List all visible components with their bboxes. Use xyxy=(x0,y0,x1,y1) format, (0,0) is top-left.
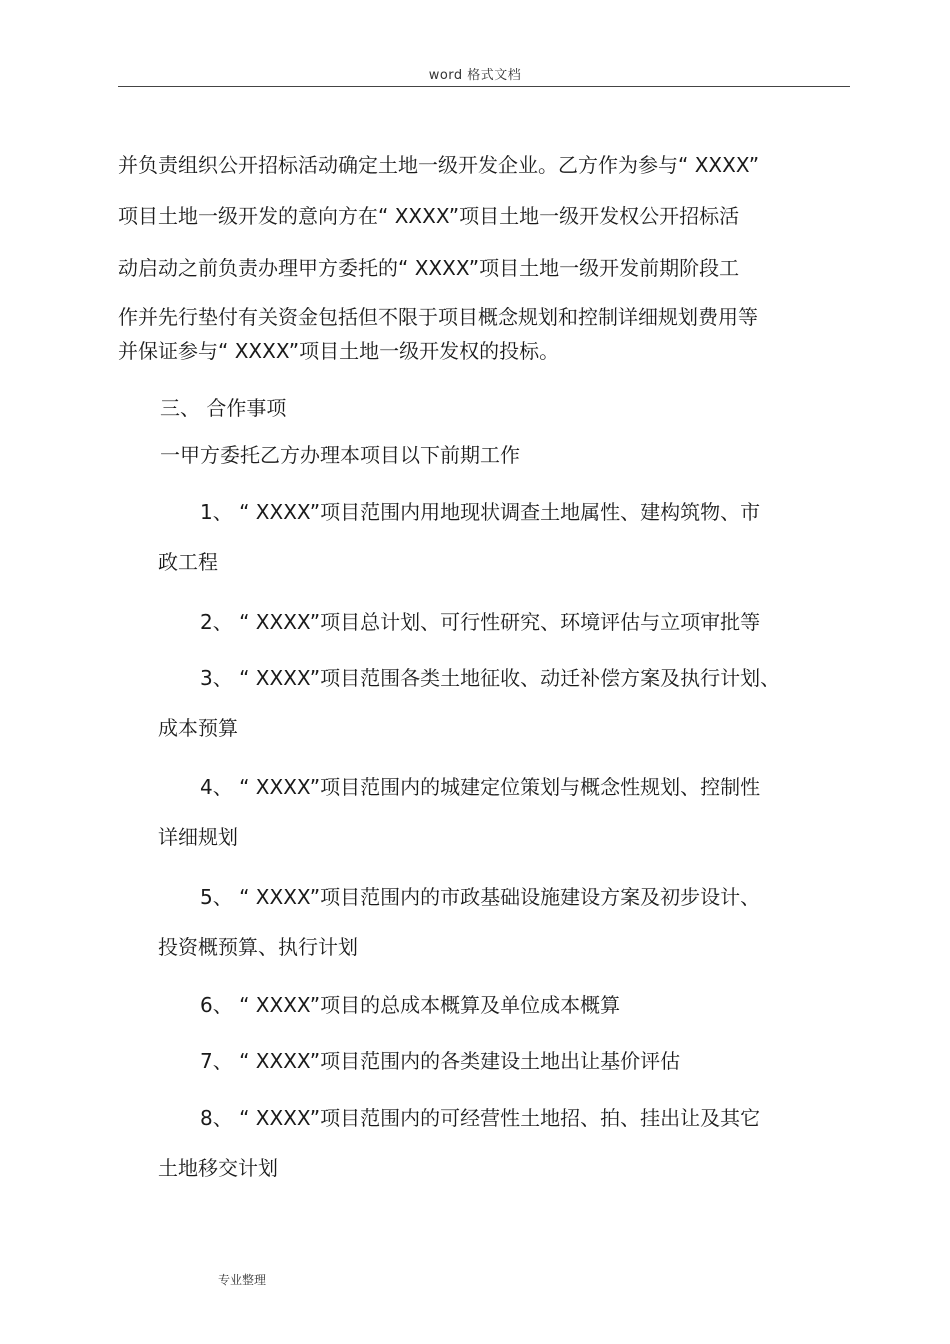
intro-line: 动启动之前负责办理甲方委托的“ XXXX”项目土地一级开发前期阶段工 xyxy=(118,256,740,280)
intro-line: 项目土地一级开发的意向方在“ XXXX”项目土地一级开发权公开招标活 xyxy=(118,204,740,228)
intro-line: 作并先行垫付有关资金包括但不限于项目概念规划和控制详细规划费用等 xyxy=(118,305,758,329)
list-item: 2、 “ XXXX”项目总计划、可行性研究、环境评估与立项审批等 xyxy=(200,610,761,634)
list-item-continuation: 投资概预算、执行计划 xyxy=(158,935,358,959)
list-item: 5、 “ XXXX”项目范围内的市政基础设施建设方案及初步设计、 xyxy=(200,885,761,909)
list-item-continuation: 土地移交计划 xyxy=(158,1156,278,1180)
list-item: 8、 “ XXXX”项目范围内的可经营性土地招、拍、挂出让及其它 xyxy=(200,1106,761,1130)
intro-line: 并负责组织公开招标活动确定土地一级开发企业。乙方作为参与“ XXXX” xyxy=(118,153,760,177)
page-header: word 格式文档 xyxy=(428,68,522,83)
page-footer: 专业整理 xyxy=(218,1273,267,1287)
list-item-continuation: 详细规划 xyxy=(158,825,238,849)
subheading: 一甲方委托乙方办理本项目以下前期工作 xyxy=(160,443,520,467)
list-item-continuation: 政工程 xyxy=(158,550,218,574)
intro-line: 并保证参与“ XXXX”项目土地一级开发权的投标。 xyxy=(118,339,560,363)
list-item: 6、 “ XXXX”项目的总成本概算及单位成本概算 xyxy=(200,993,621,1017)
header-divider xyxy=(118,86,850,87)
list-item: 4、 “ XXXX”项目范围内的城建定位策划与概念性规划、控制性 xyxy=(200,775,761,799)
section-heading: 三、 合作事项 xyxy=(160,396,287,420)
list-item: 7、 “ XXXX”项目范围内的各类建设土地出让基价评估 xyxy=(200,1049,681,1073)
list-item-continuation: 成本预算 xyxy=(158,716,238,740)
list-item: 3、 “ XXXX”项目范围各类土地征收、动迁补偿方案及执行计划、 xyxy=(200,666,781,690)
list-item: 1、 “ XXXX”项目范围内用地现状调查土地属性、建构筑物、市 xyxy=(200,500,761,524)
